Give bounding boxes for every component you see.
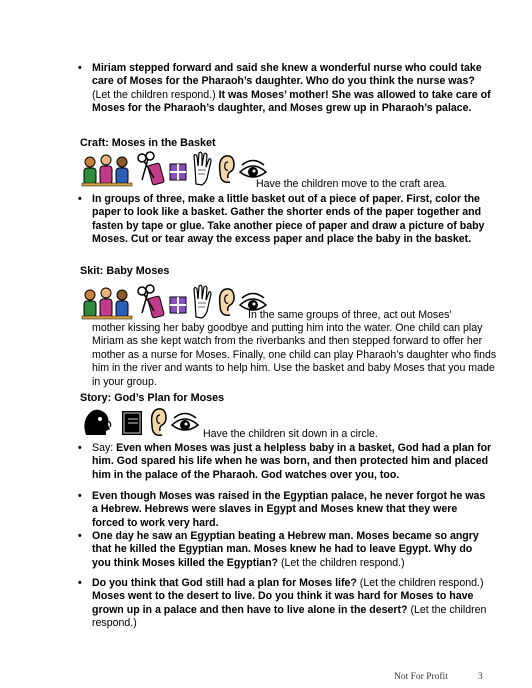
bullet-dot: • <box>78 442 82 454</box>
story-bullet-4-respond: (Let the children respond.) <box>356 577 484 589</box>
story-bullet-4-text: Do you think that God still had a plan for Moses life? <box>92 577 357 589</box>
story-bullet-4-text-2: Moses went to the desert to live. Do you think it was hard for Moses to have grown up in a palace and then have to live alone in the desert? <box>92 590 474 616</box>
craft-heading: Craft: Moses in the Basket <box>80 137 216 149</box>
story-bullet-3-respond: (Let the children respond.) <box>278 556 405 569</box>
ear-icon <box>216 283 236 321</box>
craft-bullet <box>78 193 492 247</box>
story-instruction: Have the children sit down in a circle. <box>203 428 378 440</box>
page-number: 3 <box>478 672 483 682</box>
scissors-glue-icon <box>136 150 166 188</box>
eye-icon <box>170 405 200 439</box>
story-bullet-2-text: Even though Moses was raised in the Egyptian palace, he never forgot he was a Hebrew. Hebrews were slaves in Egypt and Moses knew that they were forced to work very hard. <box>92 490 486 529</box>
bullet-dot: • <box>78 490 82 502</box>
bullet-dot: • <box>78 193 82 205</box>
story-bullet-4-respond-2: (Let the children respond.) <box>92 603 487 630</box>
story-bullet-1-text: Even when Moses was just a helpless baby in a basket, God had a plan for him. God spared his life when he was born, and then protected him and placed him in the palace of the Pharaoh. God watches over you, too. <box>92 442 492 481</box>
bullet-dot: • <box>78 62 82 74</box>
ear-icon <box>216 150 236 188</box>
book-icon <box>116 405 146 439</box>
story-bullet-4 <box>78 577 492 631</box>
story-bullet-1-say: Say: <box>92 442 117 454</box>
intro-bullet <box>78 62 492 116</box>
bullet-dot: • <box>78 530 82 542</box>
craft-bullet-text: In groups of three, make a little basket out of a piece of paper. First, color the paper to look like a basket. Gather the shorter ends of the paper together and fasten by tape or glue. Take another piece of paper and draw a picture of baby Moses. Cut or tear away the excess paper and place the baby in the basket. <box>92 193 485 246</box>
bullet-dot: • <box>78 577 82 589</box>
story-heading: Story: God’s Plan for Moses <box>80 392 225 404</box>
gift-box-icon <box>168 150 188 188</box>
intro-text: Miriam stepped forward and said she knew a wonderful nurse who could take care of Moses for the Pharaoh’s daughter. Who do you think the nurse was? <box>92 62 482 88</box>
footer-label: Not For Profit <box>394 672 448 682</box>
skit-body: mother kissing her baby goodbye and putting him into the water. One child can play Miriam as she kept watch from the riverbanks and then stepped forward to offer her mother as a nurse for Moses. Finally, one child can play Pharaoh’s daughter who finds him in the river and wants to help him. Use the basket and baby Moses that you made in your group. <box>92 322 497 388</box>
story-bullet-1 <box>78 442 492 482</box>
story-bullet-3 <box>78 530 492 570</box>
scissors-glue-icon <box>136 283 166 321</box>
intro-answer: It was Moses’ mother! She was allowed to take care of Moses for the Pharaoh’s daughter, and Moses grew up in Pharaoh’s palace. <box>92 88 491 115</box>
storyteller-head-icon <box>80 405 114 439</box>
intro-respond: (Let the children respond.) <box>92 88 219 101</box>
craft-icon-strip <box>80 150 268 188</box>
ear-icon <box>148 405 168 439</box>
children-group-icon <box>80 150 134 188</box>
story-bullet-2 <box>78 490 492 530</box>
skit-icon-strip <box>80 283 268 321</box>
gift-box-icon <box>168 283 188 321</box>
story-icon-strip <box>80 405 200 439</box>
story-bullet-3-text: One day he saw an Egyptian beating a Hebrew man. Moses became so angry that he killed the Egyptian man. Moses knew he had to leave Egypt. Why do you think Moses killed the Egyptian? <box>92 530 479 569</box>
children-group-icon <box>80 283 134 321</box>
craft-instruction: Have the children move to the craft area. <box>256 178 448 190</box>
skit-heading: Skit: Baby Moses <box>80 265 170 277</box>
hand-icon <box>190 150 214 188</box>
hand-icon <box>190 283 214 321</box>
skit-first-line: In the same groups of three, act out Moses’ <box>248 309 452 321</box>
